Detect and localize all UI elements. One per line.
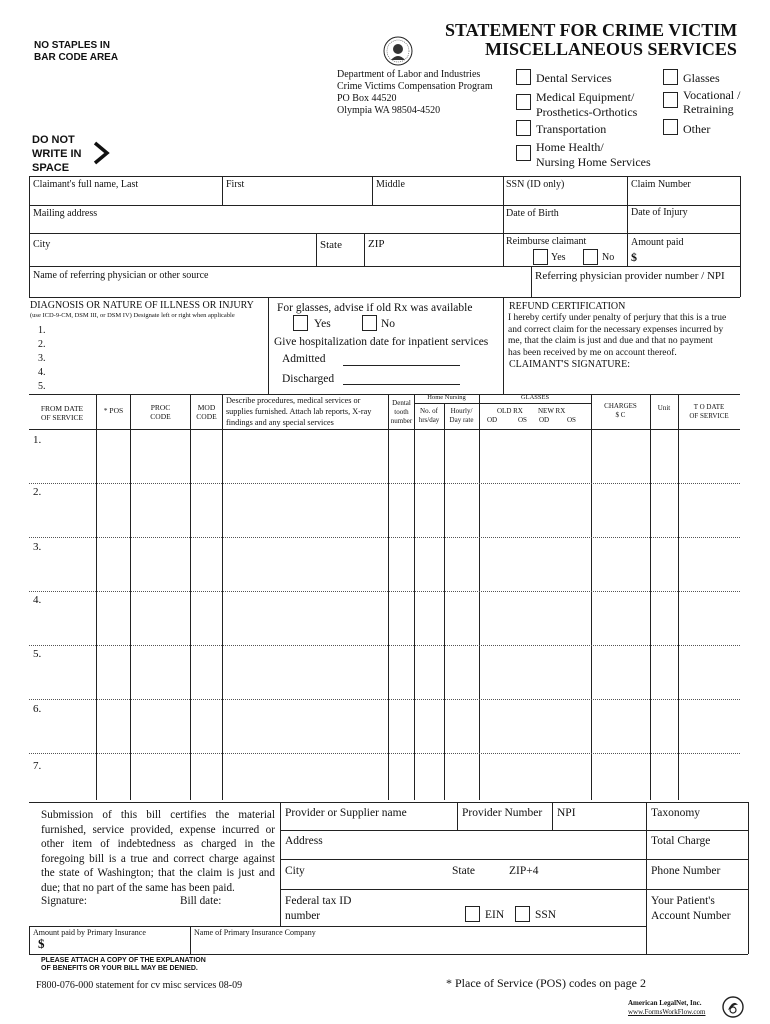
refund-title: REFUND CERTIFICATION: [509, 301, 626, 312]
charges-header-line: $ C: [615, 411, 626, 419]
address-line: PO Box 44520: [337, 93, 397, 104]
certification-line: Submission of this bill certifies the material: [41, 809, 275, 821]
ein-checkbox[interactable]: [465, 906, 480, 922]
claim-number-label: Claim Number: [631, 179, 691, 190]
phone-number-label: Phone Number: [651, 865, 721, 877]
ssn-label: SSN (ID only): [506, 179, 565, 190]
vocational-label: Vocational /: [683, 88, 741, 102]
other-checkbox[interactable]: [663, 119, 678, 135]
amount-paid-dollar: $: [631, 250, 637, 264]
hospitalization-question: Give hospitalization date for inpatient services: [274, 336, 489, 348]
zip-label: ZIP: [368, 238, 385, 250]
reimburse-no-label: No: [602, 252, 615, 263]
patient-account-label-2: Account Number: [651, 910, 731, 922]
admitted-label: Admitted: [282, 353, 326, 365]
primary-insurance-name-label: Name of Primary Insurance Company: [194, 928, 316, 937]
amount-paid-label: Amount paid: [631, 237, 684, 248]
provider-number-label: Provider Number: [462, 807, 543, 819]
certification-line: furnished, service provided, expense incurred or: [41, 823, 275, 836]
hours-per-day-header: [414, 407, 444, 425]
refund-text: [508, 313, 726, 359]
hourly-rate-header: [444, 407, 479, 425]
table-row[interactable]: 3.: [33, 541, 42, 553]
describe-header: [226, 395, 386, 428]
publisher-link[interactable]: www.FormsWorkFlow.com: [628, 1008, 706, 1016]
diagnosis-line-5[interactable]: 5.: [38, 381, 46, 392]
claimant-signature-label: CLAIMANT'S SIGNATURE:: [509, 359, 630, 370]
old-rx-os-header: OS: [518, 416, 527, 424]
proc-code-header-line: CODE: [150, 412, 171, 421]
provider-address-label: Address: [285, 835, 323, 847]
mod-code-header-line: CODE: [196, 412, 217, 421]
form-title-line-2: MISCELLANEOUS SERVICES: [485, 39, 737, 59]
total-charge-label: Total Charge: [651, 835, 711, 847]
ssn-footer-label: SSN: [535, 909, 557, 921]
certification-line: due; that no part of the same has been paid.: [41, 881, 235, 894]
nursing-home-label: Nursing Home Services: [536, 155, 651, 169]
no-staples-line-2: BAR CODE AREA: [34, 52, 119, 63]
date-of-injury-label: Date of Injury: [631, 207, 688, 218]
old-rx-od-header: OD: [487, 416, 498, 424]
bill-date-label: Bill date:: [180, 895, 222, 907]
transportation-checkbox[interactable]: [516, 120, 531, 136]
describe-header-line: findings and any special services: [226, 418, 334, 427]
home-health-checkbox[interactable]: [516, 145, 531, 161]
hourly-header-line: Hourly/: [450, 407, 473, 415]
proc-code-header: [131, 403, 190, 421]
dental-tooth-header-line: number: [390, 417, 413, 425]
do-not-write-line-1: DO NOT: [32, 134, 75, 146]
transportation-label: Transportation: [536, 122, 607, 136]
npi-label: NPI: [557, 807, 576, 819]
new-rx-od-header: OD: [539, 416, 550, 424]
address-line: Crime Victims Compensation Program: [337, 81, 493, 92]
signature-label: Signature:: [41, 895, 87, 907]
certification-line: other item of indebtedness as charged in the: [41, 838, 275, 850]
provider-name-label: Provider or Supplier name: [285, 807, 407, 819]
to-date-header: [678, 403, 740, 421]
attach-eob-line-1: PLEASE ATTACH A COPY OF THE EXPLANATION: [41, 957, 206, 964]
provider-state-label: State: [452, 865, 475, 877]
referring-npi-label: Referring physician provider number / NPI: [535, 270, 725, 282]
referring-physician-label: Name of referring physician or other source: [33, 270, 209, 281]
date-of-birth-label: Date of Birth: [506, 208, 559, 219]
diagnosis-title: DIAGNOSIS OR NATURE OF ILLNESS OR INJURY: [30, 300, 254, 311]
diagnosis-line-2[interactable]: 2.: [38, 339, 46, 350]
certification-line: the state of Washington; that the claim is just and: [41, 867, 275, 879]
attach-eob-line-2: OF BENEFITS OR YOUR BILL MAY BE DENIED.: [41, 965, 198, 972]
glasses-rx-question: For glasses, advise if old Rx was available: [277, 302, 473, 314]
describe-header-line: supplies furnished. Attach lab reports, X-ray: [226, 407, 372, 416]
publisher-logo-icon: [722, 996, 744, 1021]
state-seal-icon: [383, 36, 413, 66]
address-line: Department of Labor and Industries: [337, 69, 481, 80]
mailing-address-label: Mailing address: [33, 208, 98, 219]
certification-text: [41, 808, 275, 895]
reimburse-no-checkbox[interactable]: [583, 249, 598, 265]
other-label: Other: [683, 122, 711, 136]
hours-header-line: hrs/day: [418, 416, 440, 424]
pos-header: * POS: [103, 406, 124, 415]
refund-text-line: I hereby certify under penalty of perjury that this is a true: [508, 313, 727, 323]
table-row[interactable]: 1.: [33, 434, 42, 446]
medical-equipment-checkbox[interactable]: [516, 94, 531, 110]
table-row[interactable]: 6.: [33, 703, 42, 715]
amount-primary-dollar: $: [38, 936, 45, 951]
ssn-checkbox[interactable]: [515, 906, 530, 922]
new-rx-os-header: OS: [567, 416, 576, 424]
table-row[interactable]: 5.: [33, 648, 42, 660]
describe-header-line: Describe procedures, medical services or: [226, 396, 361, 405]
dental-services-checkbox[interactable]: [516, 69, 531, 85]
refund-text-line: has been received by me on account thereof.: [508, 347, 677, 358]
charges-header-line: CHARGES: [604, 402, 637, 410]
agency-address: [337, 69, 493, 117]
old-rx-yes-label: Yes: [314, 318, 331, 330]
form-number: F800-076-000 statement for cv misc services 08-09: [36, 980, 243, 991]
claimant-middle-name-label: Middle: [376, 179, 405, 190]
diagnosis-line-3[interactable]: 3.: [38, 353, 46, 364]
discharged-date-field[interactable]: [343, 384, 460, 385]
hourly-header-line: Day rate: [449, 416, 474, 424]
new-rx-header: NEW RX: [538, 407, 566, 415]
refund-text-line: me, that the claim is just and due and that no payment: [508, 336, 713, 346]
old-rx-yes-checkbox[interactable]: [293, 315, 308, 331]
publisher-name: American LegalNet, Inc.: [628, 999, 702, 1007]
form-title-line-1: STATEMENT FOR CRIME VICTIM: [445, 20, 738, 40]
unit-header: Unit: [657, 404, 671, 412]
refund-text-line: and correct claim for the necessary expenses incurred by: [508, 324, 724, 335]
mod-code-header-line: MOD: [197, 403, 216, 412]
address-line: Olympia WA 98504-4520: [337, 105, 441, 116]
table-row[interactable]: 4.: [33, 594, 42, 606]
prosthetics-label: Prosthetics-Orthotics: [536, 105, 638, 119]
claimant-last-name-label: Claimant's full name, Last: [33, 179, 139, 190]
pos-codes-note: * Place of Service (POS) codes on page 2: [446, 976, 646, 990]
to-date-header-line: OF SERVICE: [689, 412, 729, 420]
discharged-label: Discharged: [282, 373, 335, 385]
admitted-date-field[interactable]: [343, 365, 460, 366]
certification-line: foregoing bill is a true and correct charge against: [41, 852, 275, 865]
glasses-label: Glasses: [683, 71, 720, 85]
dental-tooth-header: [389, 399, 414, 426]
retraining-label: Retraining: [683, 102, 734, 116]
patient-account-label-1: Your Patient's: [651, 895, 715, 907]
reimburse-claimant-label: Reimburse claimant: [506, 236, 587, 247]
provider-zip4-label: ZIP+4: [509, 865, 539, 877]
vocational-checkbox[interactable]: [663, 92, 678, 108]
diagnosis-line-4[interactable]: 4.: [38, 367, 46, 378]
dental-tooth-header-line: Dental: [392, 399, 411, 407]
from-date-header-line: OF SERVICE: [40, 413, 84, 422]
taxonomy-label: Taxonomy: [651, 807, 701, 819]
chevron-right-icon: [92, 141, 110, 168]
from-date-header: [30, 404, 94, 422]
reimburse-yes-checkbox[interactable]: [533, 249, 548, 265]
home-health-label: Home Health/: [536, 140, 604, 154]
table-row[interactable]: 2.: [33, 486, 42, 498]
table-row[interactable]: 7.: [33, 760, 42, 772]
do-not-write-line-3: SPACE: [32, 162, 70, 174]
amount-primary-label: Amount paid by Primary Insurance: [33, 928, 146, 937]
state-label: State: [320, 239, 342, 251]
dental-tooth-header-line: tooth: [394, 408, 409, 416]
medical-equipment-label: Medical Equipment/: [536, 90, 635, 104]
mod-code-header: [191, 403, 222, 421]
dental-services-label: Dental Services: [536, 71, 612, 85]
charges-header: [591, 402, 650, 420]
to-date-header-line: T O DATE: [693, 403, 725, 411]
from-date-header-line: FROM DATE: [40, 404, 84, 413]
provider-city-label: City: [285, 865, 305, 877]
proc-code-header-line: PROC: [150, 403, 171, 412]
diagnosis-subtitle: (use ICD-9-CM, DSM III, or DSM IV) Designate left or right when applicable: [30, 312, 235, 319]
old-rx-no-checkbox[interactable]: [362, 315, 377, 331]
federal-tax-id-label: Federal tax ID: [285, 895, 352, 907]
do-not-write-line-2: WRITE IN: [32, 148, 82, 160]
reimburse-yes-label: Yes: [551, 252, 566, 263]
old-rx-header: OLD RX: [497, 407, 523, 415]
old-rx-no-label: No: [381, 318, 396, 330]
city-label: City: [33, 239, 51, 250]
hours-header-line: No. of: [420, 407, 438, 415]
glasses-header: GLASSES: [520, 394, 550, 401]
ein-label: EIN: [485, 909, 505, 921]
glasses-checkbox[interactable]: [663, 69, 678, 85]
federal-tax-number-label: number: [285, 910, 321, 922]
no-staples-line-1: NO STAPLES IN: [34, 40, 110, 51]
diagnosis-line-1[interactable]: 1.: [38, 325, 46, 336]
claimant-first-name-label: First: [226, 179, 245, 190]
home-nursing-header: Home Nursing: [427, 394, 466, 401]
